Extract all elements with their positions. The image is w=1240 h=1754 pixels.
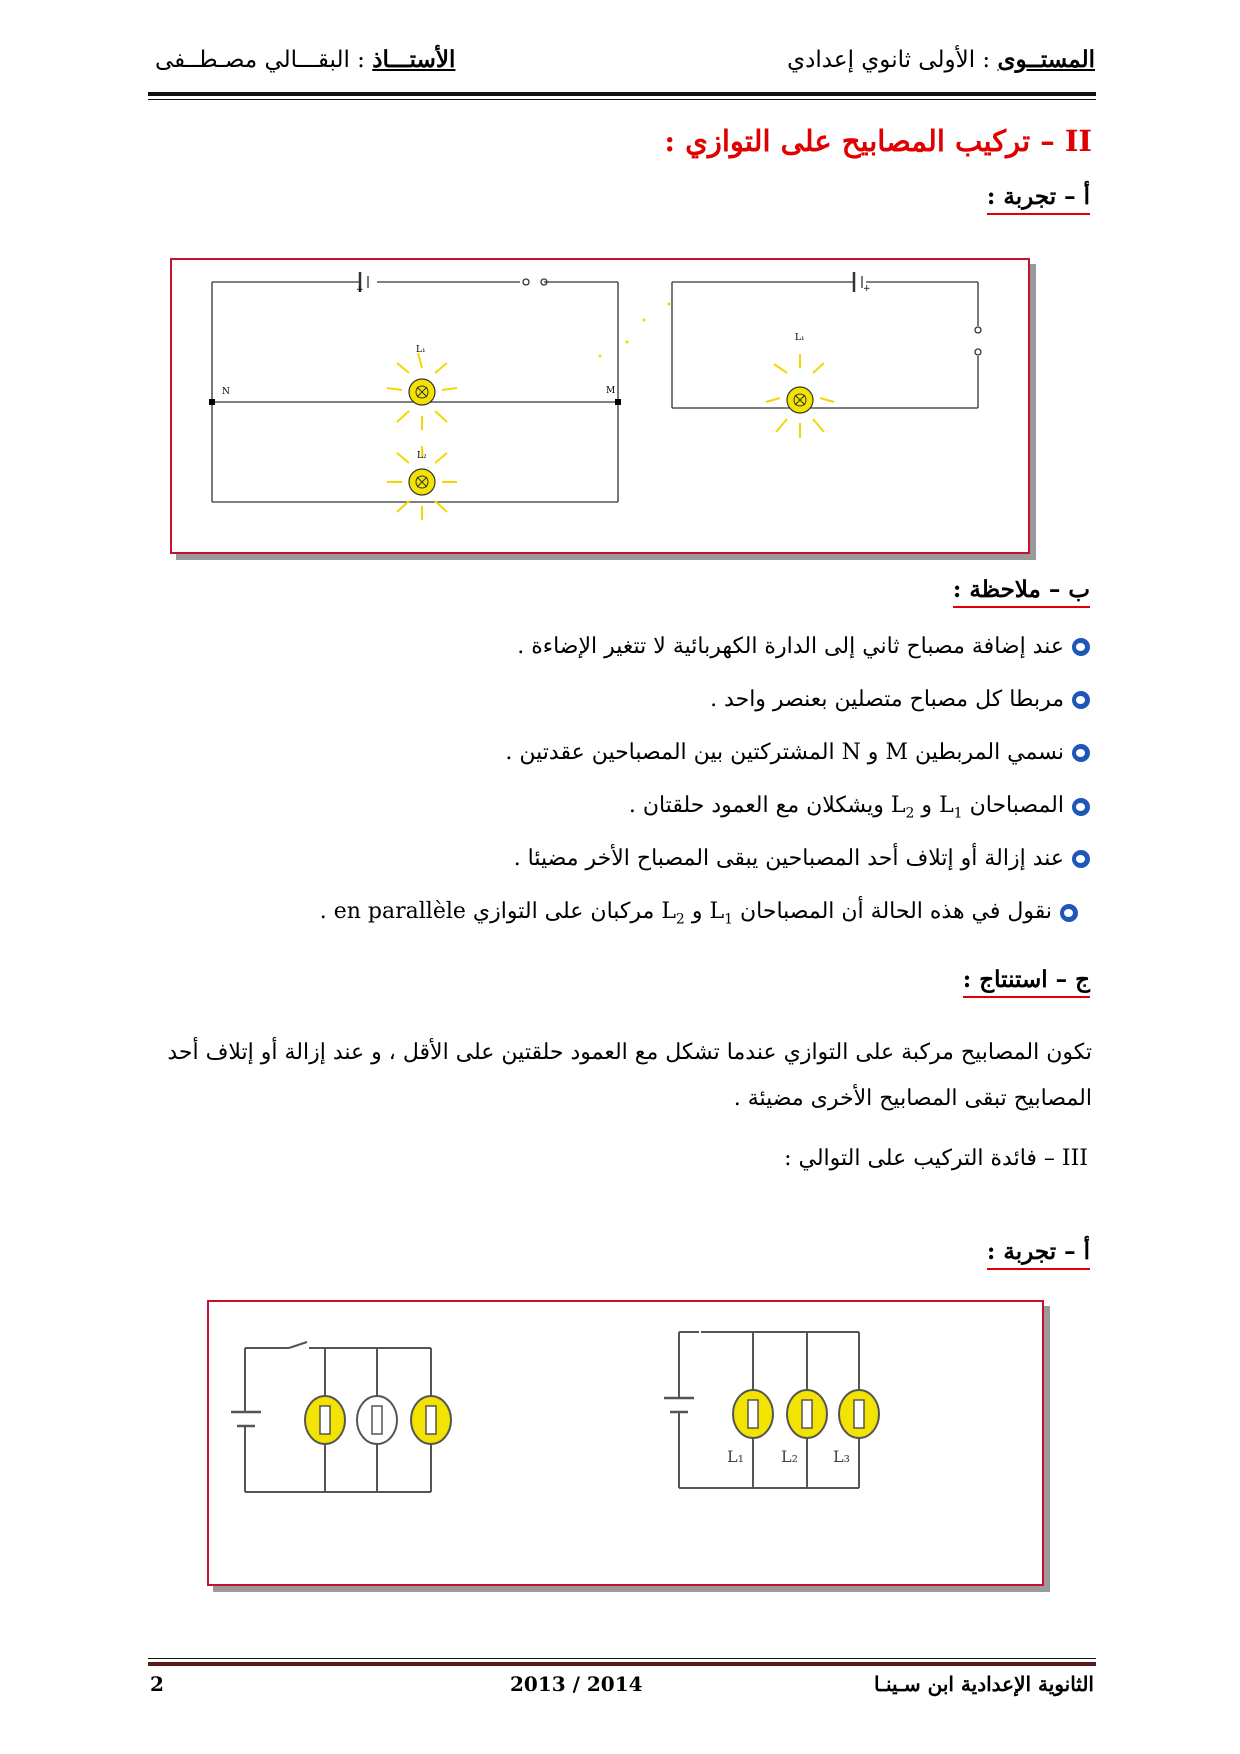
lamp-l3-fig2-icon bbox=[839, 1390, 879, 1438]
lamp-l1-right-icon bbox=[766, 354, 834, 438]
french-term: en parallèle bbox=[333, 899, 466, 924]
symbol-l2: $L_2$ bbox=[661, 899, 685, 928]
bullet-icon bbox=[1072, 744, 1090, 762]
header-rule bbox=[148, 92, 1096, 96]
observation-item bbox=[629, 793, 1090, 821]
bullet-icon bbox=[1072, 691, 1090, 709]
symbol-l1: $L_1$ bbox=[709, 899, 733, 928]
circuit-diagram-1 bbox=[172, 260, 1028, 552]
label-l3-fig2: L₃ bbox=[833, 1447, 851, 1466]
observation-text: عند إزالة أو إتلاف أحد المصباحين يبقى المصباح الأخر مضيئا . bbox=[513, 846, 1064, 871]
bullet-icon bbox=[1072, 798, 1090, 816]
symbol-l2: $L_2$ bbox=[890, 793, 915, 822]
section-2-title: II – تركيب المصابيح على التوازي : bbox=[664, 124, 1092, 158]
observation-heading: ب – ملاحظة : bbox=[953, 576, 1090, 608]
header-rule-thin bbox=[148, 99, 1096, 100]
level-label: المستــوى bbox=[997, 46, 1095, 73]
page-number: 2 bbox=[150, 1672, 164, 1696]
label-node-n: N bbox=[222, 387, 230, 397]
bullet-icon bbox=[1060, 904, 1078, 922]
label-l2-fig2: L₂ bbox=[781, 1447, 799, 1466]
footer-year: 2013 / 2014 bbox=[510, 1672, 643, 1696]
level-line bbox=[787, 46, 1095, 73]
experiment-heading-1: أ – تجربة : bbox=[987, 183, 1090, 215]
label-l1-fig2: L₁ bbox=[727, 1447, 745, 1466]
lamp-l1-icon bbox=[387, 353, 457, 430]
experiment-heading-2: أ – تجربة : bbox=[987, 1238, 1090, 1270]
footer-rule bbox=[148, 1662, 1096, 1666]
lamp-off-icon bbox=[357, 1396, 397, 1444]
figure-three-lamp-circuits bbox=[207, 1300, 1044, 1586]
conclusion-text: تكون المصابيح مركبة على التوازي عندما تشكل مع العمود حلقتين على الأقل ، و عند إزالة أو إتلاف أحد المصابيح تبقى المصابيح الأخرى مضيئة . bbox=[167, 1040, 1092, 1111]
node-m-dot bbox=[615, 399, 621, 405]
lamp-yellow-1-icon bbox=[305, 1396, 345, 1444]
bullet-icon bbox=[1072, 638, 1090, 656]
lamp-yellow-2-icon bbox=[411, 1396, 451, 1444]
label-plus-right: + bbox=[863, 284, 871, 294]
observation-text: نقول في هذه الحالة أن المصباحان $L_1$ و $L_2$ مركبان على التوازي en parallèle . bbox=[319, 899, 1052, 928]
label-l1-right: L₁ bbox=[795, 333, 805, 343]
label-node-m: M bbox=[606, 386, 616, 396]
bullet-icon bbox=[1072, 850, 1090, 868]
circuit-diagram-2 bbox=[209, 1302, 1042, 1584]
lamp-l1-fig2-icon bbox=[733, 1390, 773, 1438]
symbol-l1: $L_1$ bbox=[939, 793, 963, 822]
observation-text: نسمي المربطين M و N المشتركتين بين المصباحين عقدتين . bbox=[505, 740, 1064, 765]
teacher-label: الأستـــاذ bbox=[372, 46, 456, 73]
label-l2: L₂ bbox=[417, 451, 427, 461]
node-n-dot bbox=[209, 399, 215, 405]
label-l1: L₁ bbox=[416, 345, 426, 355]
conclusion-heading: ج – استنتاج : bbox=[963, 966, 1090, 998]
observation-item bbox=[505, 740, 1090, 765]
section-3-title: III – فائدة التركيب على التوالي : bbox=[784, 1146, 1088, 1171]
lamp-l2-fig2-icon bbox=[787, 1390, 827, 1438]
footer-rule-thin bbox=[148, 1658, 1096, 1659]
figure-parallel-circuits bbox=[170, 258, 1030, 554]
observation-item bbox=[320, 899, 1078, 927]
observation-item bbox=[517, 634, 1090, 659]
level-value: : الأولى ثانوي إعدادي bbox=[787, 47, 998, 73]
teacher-line bbox=[155, 46, 455, 73]
observation-item bbox=[514, 846, 1090, 871]
observation-item bbox=[710, 687, 1090, 712]
observation-text: مربطا كل مصباح متصلين بعنصر واحد . bbox=[710, 687, 1064, 712]
footer-school: الثانوية الإعدادية ابن سـينـا bbox=[874, 1672, 1094, 1696]
observation-text: عند إضافة مصباح ثاني إلى الدارة الكهربائية لا تتغير الإضاءة . bbox=[517, 634, 1064, 659]
teacher-value: : البقـــالي مصـطــفى bbox=[155, 47, 373, 73]
observation-text: المصباحان $L_1$ و $L_2$ ويشكلان مع العمود حلقتان . bbox=[628, 793, 1064, 822]
label-plus-left: + bbox=[356, 285, 364, 295]
